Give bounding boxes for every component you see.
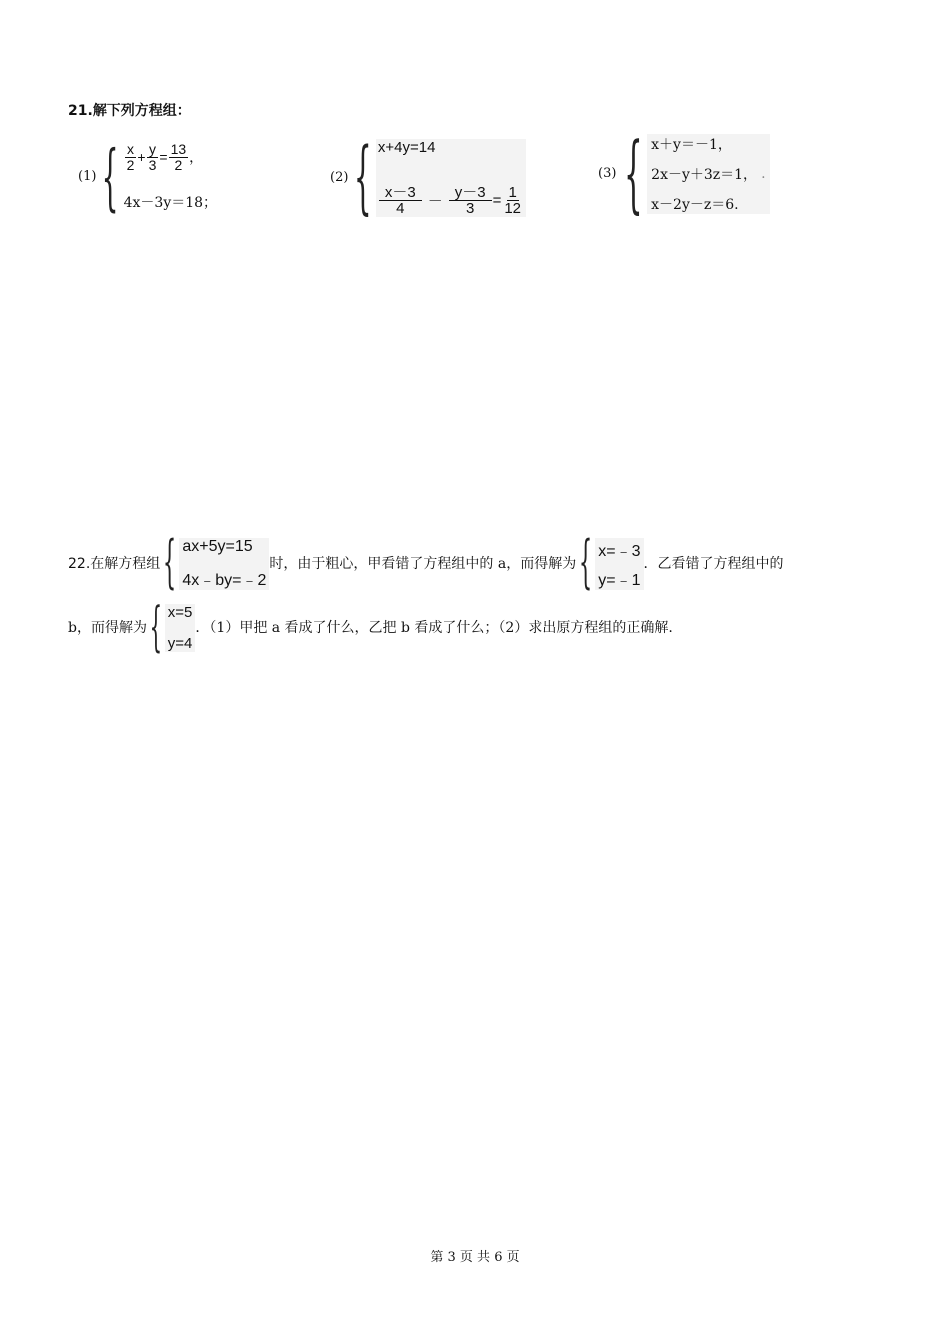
equations (647, 134, 769, 214)
system-3 (598, 124, 770, 222)
text: 在解方程组 (90, 556, 161, 572)
equations (165, 604, 196, 652)
left-brace-icon: { (102, 135, 119, 219)
left-brace-icon: { (149, 595, 163, 659)
solution-x: x=﹣3 (598, 543, 641, 560)
question-number: 22. (68, 556, 91, 572)
text: b，而得解为 (68, 620, 147, 636)
question-21-heading (68, 101, 191, 121)
equation-2: $\frac{x-3}{4}$ － $\frac{y-3}{3}$ = $\frac{1}{12}$ (378, 185, 524, 218)
text: ．（1）甲把 a 看成了什么，乙把 b 看成了什么；（2）求出原方程组的正确解. (195, 620, 673, 636)
equation-3: x－2y－z＝6. (651, 197, 739, 213)
equation-2: 2x－y＋3z＝1， . (651, 166, 766, 183)
equation-2: 4x﹣by=﹣2 (182, 572, 267, 589)
question-22-line-1 (68, 529, 784, 597)
solution-x: x=5 (167, 604, 193, 621)
equation-2: 4x－3y＝18； (123, 195, 218, 211)
solution-y: y=﹣1 (598, 572, 641, 589)
system-1 (78, 135, 218, 219)
equation-1: x+4y=14 (377, 139, 436, 156)
page-footer: 第 3 页 共 6 页 (430, 1250, 520, 1265)
part-label: (1) (78, 169, 97, 184)
equations (124, 142, 217, 212)
system-2 (330, 132, 526, 224)
part-label: (3) (598, 166, 617, 181)
system-22 (160, 529, 269, 597)
text: ．乙看错了方程组中的 (643, 556, 784, 572)
question-number: 21. (68, 103, 93, 119)
solution-yi (147, 595, 195, 659)
left-brace-icon: { (354, 132, 373, 224)
left-brace-icon: { (579, 529, 593, 597)
text: 时，由于粗心，甲看错了方程组中的 a，而得解为 (269, 556, 577, 572)
question-22-line-2 (68, 595, 673, 659)
solution-jia (576, 529, 643, 597)
left-brace-icon: { (163, 529, 177, 597)
left-brace-icon: { (624, 124, 644, 222)
equations (179, 538, 269, 590)
question-title: 解下列方程组： (92, 103, 191, 119)
solution-y: y=4 (167, 635, 193, 652)
part-label: (2) (330, 170, 349, 185)
equation-1: $\frac{x}{2}$ + $\frac{y}{3}$ = $\frac{13}{2}$ ， (126, 141, 204, 173)
equation-1: x＋y＝－1， (651, 137, 732, 153)
equations (376, 139, 526, 217)
equations (595, 538, 643, 590)
equation-1: ax+5y=15 (182, 538, 253, 555)
